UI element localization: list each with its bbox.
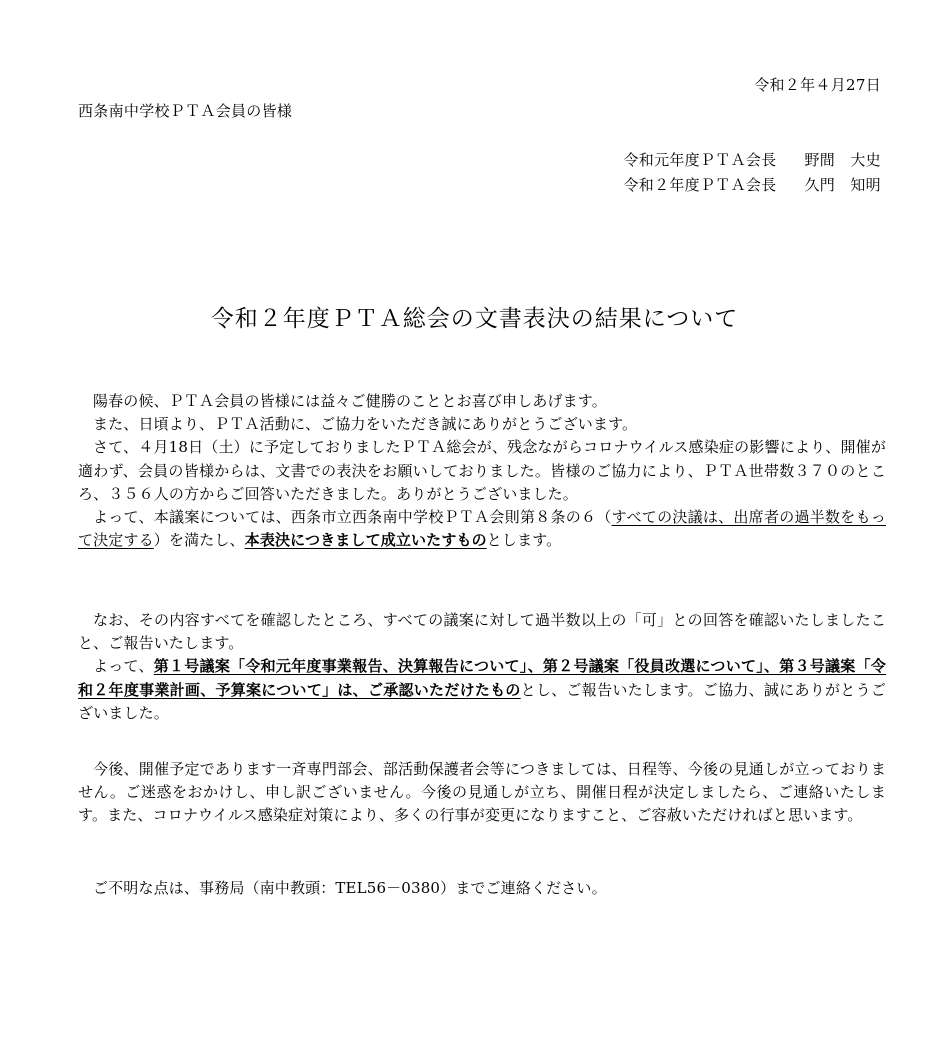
paragraph-contact: ご不明な点は、事務局（南中教頭：TEL56－0380）までご連絡ください。 [93, 879, 607, 897]
underlined-rule: すべての決議は、出席者の過半数をもって決定する [78, 508, 886, 550]
paragraph-vote-summary: さて、４月18日（土）に予定しておりましたＰＴＡ総会が、残念ながらコロナウイルス感染症の影響により、開催が適わず、会員の皆様からは、文書での表決をお願いしておりました。皆様のご協力により、ＰＴＡ世帯数３７０のところ、３５６人の方からご回答いただきました。ありがとうございました。 [78, 438, 886, 503]
paragraph-quorum: よって、本議案については、西条市立西条南中学校ＰＴＡ会則第８条の６（すべての決議は、出席者の過半数をもって決定する）を満たし、本表決につきまして成立いたすものとします。 [78, 508, 886, 550]
emphasis-approved-agenda: 第１号議案「令和元年度事業報告、決算報告について」、第２号議案「役員改選について」、第３号議案「令和２年度事業計画、予算案について」は、ご承認いただけたもの [78, 657, 886, 699]
document-title: 令和２年度ＰＴＡ総会の文書表決の結果について [210, 306, 739, 332]
sender-line [623, 174, 881, 195]
sender-role: 令和２年度ＰＴＡ会長 [623, 176, 777, 194]
body-section-future [78, 758, 886, 828]
addressee: 西条南中学校ＰＴＡ会員の皆様 [78, 102, 293, 120]
body-section-approval [78, 609, 886, 725]
emphasis-established: 本表決につきまして成立いたすもの [244, 531, 487, 550]
paragraph-confirmation: なお、その内容すべてを確認したところ、すべての議案に対して過半数以上の「可」との回答を確認いたしましたこと、ご報告いたします。 [78, 611, 886, 653]
paragraph-greeting: 陽春の候、ＰＴＡ会員の皆様には益々ご健勝のこととお喜び申しあげます。 [93, 392, 607, 410]
sender-name: 野間 大史 [804, 151, 881, 169]
sender-name: 久門 知明 [804, 176, 881, 194]
document-date: 令和２年４月27日 [754, 76, 881, 94]
paragraph-approved-items: よって、第１号議案「令和元年度事業報告、決算報告について」、第２号議案「役員改選について」、第３号議案「令和２年度事業計画、予算案について」は、ご承認いただけたものとし、ご報告いたします。ご協力、誠にありがとうございました。 [78, 657, 886, 722]
sender-role: 令和元年度ＰＴＡ会長 [623, 151, 777, 169]
paragraph-future-schedule: 今後、開催予定であります一斉専門部会、部活動保護者会等につきましては、日程等、今後の見通しが立っておりません。ご迷惑をおかけし、申し訳ございません。今後の見通しが立ち、開催日程が決定しましたら、ご連絡いたします。また、コロナウイルス感染症対策により、多くの行事が変更になりますこと、ご容赦いただければと思います。 [78, 760, 886, 825]
body-section-results [78, 390, 886, 552]
paragraph-thanks: また、日頃より、ＰＴＡ活動に、ご協力をいただき誠にありがとうございます。 [93, 415, 638, 434]
body-section-contact [78, 877, 886, 900]
sender-line [623, 149, 881, 170]
